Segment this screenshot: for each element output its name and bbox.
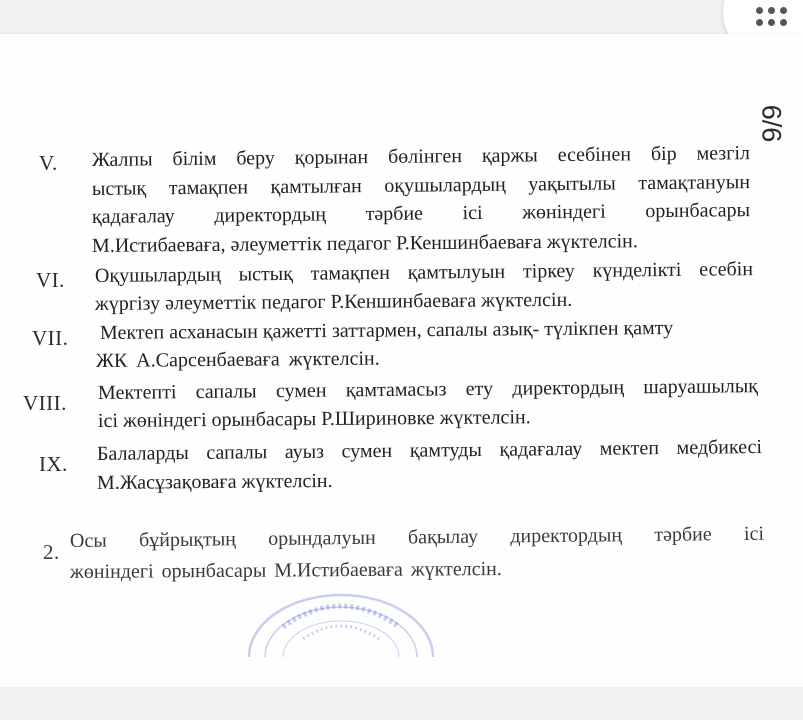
page-counter: 6/6 (756, 104, 787, 143)
item-viii-line-2: ісі жөніндегі орынбасары Р.Шириновке жүктелсін. (97, 406, 531, 432)
paragraph-2-line-2: жөніндегі орынбасары М.Истибаеваға жүктелсін. (69, 557, 502, 583)
item-ix-line-1: Балаларды сапалы ауыз сумен қамтуды қадағалау мектеп медбикесі (96, 436, 763, 465)
paragraph-2-line-1: Осы бұйрықтың орындалуын бақылау директордың тәрбие ісі (69, 522, 765, 552)
item-numeral-v: V. (39, 151, 58, 175)
item-numeral-ix: IX. (39, 452, 68, 476)
item-ix-line-2: М.Жасұзақоваға жүктелсін. (96, 469, 333, 494)
item-numeral-viii: VIII. (23, 391, 67, 415)
item-vi-line-2: жүргізу әлеуметтік педагог Р.Кеншинбаеваға жүктелсін. (94, 288, 573, 315)
item-v-line-2: ыстық тамақпен қамтылған оқушылардың уақытылы тамақтануын (91, 171, 751, 200)
item-vii-line-2: ЖК А.Сарсенбаеваға жүктелсін. (95, 347, 380, 372)
item-vii-line-1: Мектеп асханасын қажетті заттармен, сапалы азық- түлікпен қамту (99, 316, 674, 344)
item-v-line-3: қадағалау директордың тәрбие ісі жөніндегі орынбасары (91, 199, 751, 228)
official-stamp (243, 587, 443, 657)
item-viii-line-1: Мектепті сапалы сумен қамтамасыз ету директордың шаруашылық (97, 375, 759, 404)
item-numeral-vii: VII. (32, 326, 69, 350)
item-vi-line-1: Оқушылардың ыстық тамақпен қамтылуын тіркеу күнделікті есебін (94, 258, 754, 287)
viewer-bottom-bar (0, 687, 803, 720)
item-v-line-4: М.Истибаеваға, әлеуметтік педагог Р.Кеншинбаеваға жүктелсін. (91, 230, 638, 257)
paragraph-2-number: 2. (43, 540, 60, 564)
viewer-top-bar (0, 0, 803, 34)
item-v-line-1: Жалпы білім беру қорынан бөлінген қаржы есебінен бір мезгіл (91, 142, 751, 171)
more-dots-icon[interactable] (756, 7, 790, 29)
item-numeral-vi: VI. (36, 268, 65, 292)
